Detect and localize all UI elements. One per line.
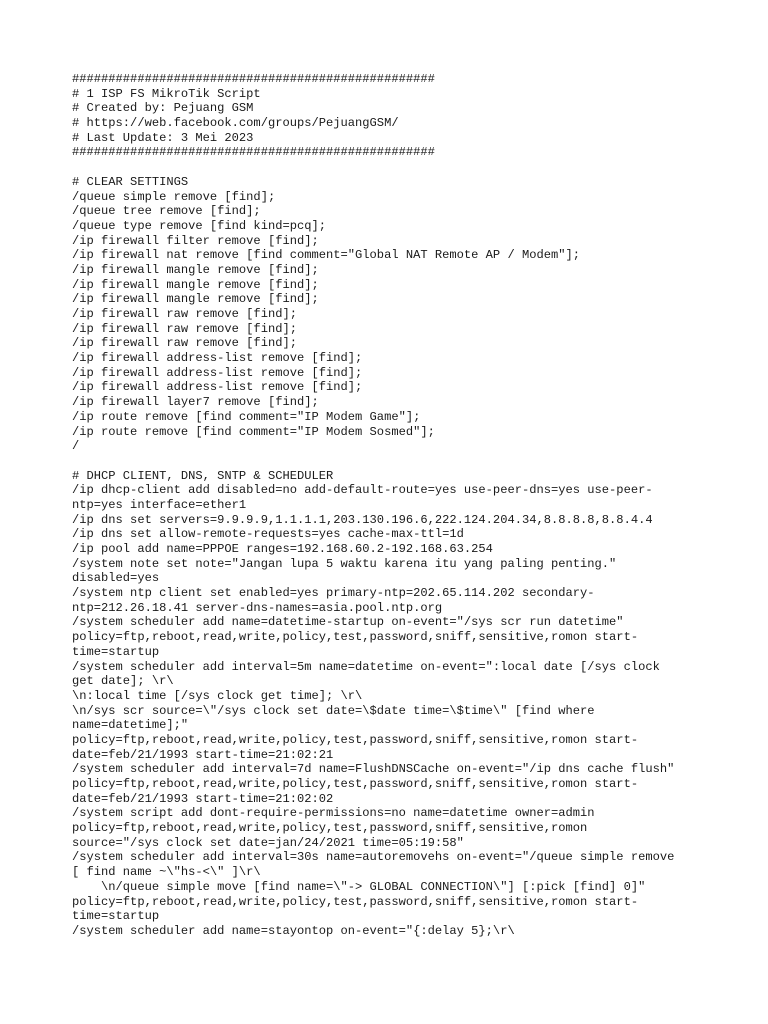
section-heading-clear-settings: # CLEAR SETTINGS — [72, 174, 189, 189]
code-line: date=feb/21/1993 start-time=21:02:21 — [72, 747, 334, 762]
code-line: /system script add dont-require-permissions=no name=datetime owner=admin — [72, 806, 595, 821]
code-line: /ip firewall mangle remove [find]; — [72, 277, 319, 292]
code-line: /system scheduler add name=datetime-startup on-event="/sys scr run datetime" — [72, 615, 624, 630]
code-line: [ find name ~\"hs-<\" ]\r\ — [72, 865, 261, 880]
code-line: source="/sys clock set date=jan/24/2021 time=05:19:58" — [72, 835, 464, 850]
code-line: /ip route remove [find comment="IP Modem Game"]; — [72, 409, 421, 424]
code-line: /ip firewall address-list remove [find]; — [72, 365, 363, 380]
code-line: /ip firewall mangle remove [find]; — [72, 292, 319, 307]
code-line: /ip firewall raw remove [find]; — [72, 321, 297, 336]
code-line: policy=ftp,reboot,read,write,policy,test,password,sniff,sensitive,romon start- — [72, 894, 639, 909]
blank-line — [72, 454, 712, 469]
code-line: /ip dhcp-client add disabled=no add-default-route=yes use-peer-dns=yes use-peer- — [72, 483, 653, 498]
code-line: /ip firewall raw remove [find]; — [72, 336, 297, 351]
header-last-update: # Last Update: 3 Mei 2023 — [72, 130, 254, 145]
code-line: get date]; \r\ — [72, 674, 174, 689]
code-line: /system scheduler add interval=30s name=autoremovehs on-event="/queue simple remove — [72, 850, 675, 865]
section-heading-dhcp-dns-sntp-scheduler: # DHCP CLIENT, DNS, SNTP & SCHEDULER — [72, 468, 334, 483]
code-line: /queue type remove [find kind=pcq]; — [72, 218, 327, 233]
blank-line — [72, 160, 712, 175]
code-line: /queue tree remove [find]; — [72, 204, 261, 219]
header-author: # Created by: Pejuang GSM — [72, 101, 254, 116]
code-line: \n/sys scr source=\"/sys clock set date=\$date time=\$time\" [find where — [72, 703, 595, 718]
code-line: policy=ftp,reboot,read,write,policy,test,password,sniff,sensitive,romon start- — [72, 732, 639, 747]
code-line: \n:local time [/sys clock get time]; \r\ — [72, 688, 363, 703]
code-line: /ip dns set allow-remote-requests=yes cache-max-ttl=1d — [72, 527, 464, 542]
header-title: # 1 ISP FS MikroTik Script — [72, 86, 261, 101]
code-line: /system scheduler add interval=7d name=FlushDNSCache on-event="/ip dns cache flush" — [72, 762, 675, 777]
code-line: /system scheduler add interval=5m name=datetime on-event=":local date [/sys clock — [72, 659, 660, 674]
code-line: ntp=yes interface=ether1 — [72, 497, 247, 512]
code-line: /ip firewall layer7 remove [find]; — [72, 395, 319, 410]
code-line: ntp=212.26.18.41 server-dns-names=asia.pool.ntp.org — [72, 600, 443, 615]
header-url: # https://web.facebook.com/groups/PejuangGSM/ — [72, 116, 399, 131]
code-line: /ip firewall mangle remove [find]; — [72, 262, 319, 277]
code-line: /ip firewall nat remove [find comment="Global NAT Remote AP / Modem"]; — [72, 248, 581, 263]
code-line: policy=ftp,reboot,read,write,policy,test,password,sniff,sensitive,romon start- — [72, 777, 639, 791]
code-line: date=feb/21/1993 start-time=21:02:02 — [72, 791, 334, 806]
code-line: /ip pool add name=PPPOE ranges=192.168.60.2-192.168.63.254 — [72, 542, 493, 556]
code-line: / — [72, 439, 80, 454]
header-rule-top: ################################################## — [72, 72, 435, 86]
code-line: disabled=yes — [72, 571, 160, 586]
code-line: /ip firewall filter remove [find]; — [72, 233, 319, 248]
header-rule-bottom: ################################################## — [72, 145, 435, 160]
code-line: name=datetime];" — [72, 718, 189, 733]
code-line: /system scheduler add name=stayontop on-event="{:delay 5};\r\ — [72, 923, 515, 938]
code-line: time=startup — [72, 909, 160, 924]
code-line: \n/queue simple move [find name=\"-> GLOBAL CONNECTION\"] [:pick [find] 0]" — [72, 879, 646, 894]
code-line: /ip firewall address-list remove [find]; — [72, 351, 363, 366]
code-line: /ip dns set servers=9.9.9.9,1.1.1.1,203.130.196.6,222.124.204.34,8.8.8.8,8.8.4.4 — [72, 512, 653, 527]
code-line: policy=ftp,reboot,read,write,policy,test,password,sniff,sensitive,romon — [72, 821, 588, 836]
script-text-body — [72, 72, 712, 939]
code-line: /queue simple remove [find]; — [72, 189, 276, 204]
code-line: /ip firewall address-list remove [find]; — [72, 380, 363, 395]
code-line: /system note set note="Jangan lupa 5 waktu karena itu yang paling penting." — [72, 556, 617, 571]
code-line: /ip firewall raw remove [find]; — [72, 307, 297, 321]
code-line: /system ntp client set enabled=yes primary-ntp=202.65.114.202 secondary- — [72, 586, 595, 601]
code-line: time=startup — [72, 644, 160, 659]
code-line: /ip route remove [find comment="IP Modem Sosmed"]; — [72, 424, 435, 439]
code-line: policy=ftp,reboot,read,write,policy,test,password,sniff,sensitive,romon start- — [72, 630, 639, 645]
